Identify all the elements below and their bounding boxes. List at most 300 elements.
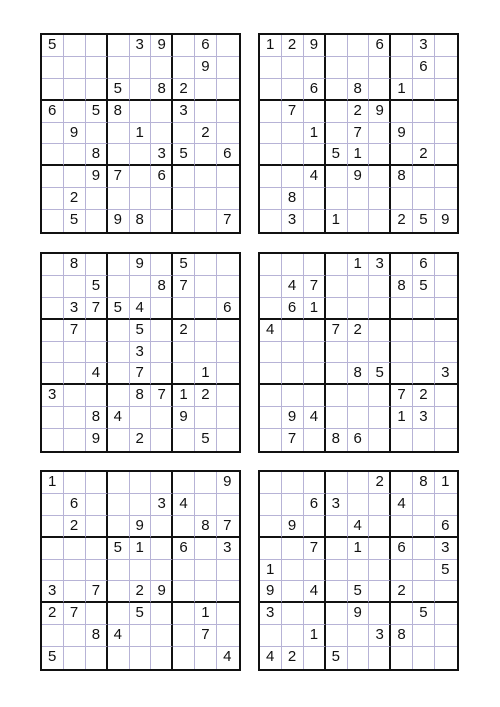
sudoku-cell[interactable]	[64, 276, 86, 298]
sudoku-cell[interactable]: 3	[151, 494, 173, 516]
sudoku-cell[interactable]: 2	[130, 429, 152, 451]
sudoku-cell[interactable]	[435, 188, 457, 210]
sudoku-cell[interactable]: 9	[348, 166, 370, 188]
sudoku-cell[interactable]	[435, 166, 457, 188]
sudoku-cell[interactable]	[86, 603, 108, 625]
sudoku-cell[interactable]	[86, 647, 108, 669]
sudoku-cell[interactable]	[413, 79, 435, 101]
sudoku-cell[interactable]: 6	[369, 35, 391, 57]
sudoku-cell[interactable]: 4	[348, 516, 370, 538]
sudoku-cell[interactable]	[195, 101, 217, 123]
sudoku-cell[interactable]	[130, 276, 152, 298]
sudoku-cell[interactable]	[348, 560, 370, 582]
sudoku-cell[interactable]	[391, 320, 413, 342]
sudoku-cell[interactable]: 4	[260, 320, 282, 342]
sudoku-cell[interactable]	[369, 407, 391, 429]
sudoku-cell[interactable]	[217, 254, 239, 276]
sudoku-cell[interactable]: 6	[282, 298, 304, 320]
sudoku-cell[interactable]	[326, 276, 348, 298]
sudoku-cell[interactable]: 6	[151, 166, 173, 188]
sudoku-cell[interactable]	[413, 647, 435, 669]
sudoku-cell[interactable]: 5	[130, 603, 152, 625]
sudoku-cell[interactable]: 8	[130, 385, 152, 407]
sudoku-cell[interactable]	[282, 385, 304, 407]
sudoku-cell[interactable]	[282, 581, 304, 603]
sudoku-cell[interactable]: 9	[108, 210, 130, 232]
sudoku-cell[interactable]	[64, 560, 86, 582]
sudoku-cell[interactable]	[108, 560, 130, 582]
sudoku-cell[interactable]: 5	[64, 210, 86, 232]
sudoku-cell[interactable]	[260, 166, 282, 188]
sudoku-cell[interactable]	[413, 560, 435, 582]
sudoku-cell[interactable]	[369, 276, 391, 298]
sudoku-cell[interactable]	[435, 254, 457, 276]
sudoku-cell[interactable]: 5	[42, 35, 64, 57]
sudoku-cell[interactable]: 7	[108, 166, 130, 188]
sudoku-cell[interactable]: 5	[413, 276, 435, 298]
sudoku-cell[interactable]	[391, 298, 413, 320]
sudoku-cell[interactable]: 3	[435, 363, 457, 385]
sudoku-cell[interactable]: 1	[195, 363, 217, 385]
sudoku-cell[interactable]	[217, 276, 239, 298]
sudoku-cell[interactable]	[391, 429, 413, 451]
sudoku-cell[interactable]	[64, 57, 86, 79]
sudoku-cell[interactable]	[217, 123, 239, 145]
sudoku-cell[interactable]	[108, 603, 130, 625]
sudoku-cell[interactable]: 9	[282, 407, 304, 429]
sudoku-cell[interactable]	[282, 625, 304, 647]
sudoku-cell[interactable]	[108, 472, 130, 494]
sudoku-cell[interactable]	[369, 210, 391, 232]
sudoku-cell[interactable]	[195, 647, 217, 669]
sudoku-cell[interactable]	[86, 385, 108, 407]
sudoku-cell[interactable]	[413, 298, 435, 320]
sudoku-cell[interactable]	[151, 560, 173, 582]
sudoku-cell[interactable]	[217, 101, 239, 123]
sudoku-cell[interactable]: 4	[260, 647, 282, 669]
sudoku-cell[interactable]: 6	[217, 298, 239, 320]
sudoku-cell[interactable]	[151, 210, 173, 232]
sudoku-cell[interactable]	[173, 342, 195, 364]
sudoku-cell[interactable]	[108, 494, 130, 516]
sudoku-cell[interactable]	[42, 538, 64, 560]
sudoku-cell[interactable]: 8	[391, 625, 413, 647]
sudoku-cell[interactable]	[42, 560, 64, 582]
sudoku-cell[interactable]: 3	[42, 385, 64, 407]
sudoku-cell[interactable]	[435, 276, 457, 298]
sudoku-cell[interactable]	[151, 101, 173, 123]
sudoku-cell[interactable]: 1	[391, 79, 413, 101]
sudoku-cell[interactable]	[348, 407, 370, 429]
sudoku-cell[interactable]	[282, 560, 304, 582]
sudoku-cell[interactable]	[435, 581, 457, 603]
sudoku-cell[interactable]	[260, 429, 282, 451]
sudoku-cell[interactable]: 2	[413, 385, 435, 407]
sudoku-cell[interactable]	[260, 494, 282, 516]
sudoku-cell[interactable]: 5	[108, 298, 130, 320]
sudoku-cell[interactable]: 4	[130, 298, 152, 320]
sudoku-cell[interactable]	[391, 647, 413, 669]
sudoku-cell[interactable]	[195, 472, 217, 494]
sudoku-cell[interactable]	[369, 79, 391, 101]
sudoku-cell[interactable]	[151, 123, 173, 145]
sudoku-cell[interactable]	[348, 276, 370, 298]
sudoku-cell[interactable]	[173, 298, 195, 320]
sudoku-cell[interactable]	[369, 516, 391, 538]
sudoku-cell[interactable]: 1	[348, 254, 370, 276]
sudoku-cell[interactable]: 8	[64, 254, 86, 276]
sudoku-cell[interactable]	[108, 320, 130, 342]
sudoku-cell[interactable]: 9	[64, 123, 86, 145]
sudoku-cell[interactable]	[130, 144, 152, 166]
sudoku-cell[interactable]: 2	[282, 647, 304, 669]
sudoku-cell[interactable]	[260, 210, 282, 232]
sudoku-cell[interactable]: 7	[223, 211, 232, 229]
sudoku-cell[interactable]	[326, 57, 348, 79]
sudoku-cell[interactable]: 9	[441, 211, 450, 229]
sudoku-cell[interactable]	[42, 57, 64, 79]
sudoku-cell[interactable]	[260, 363, 282, 385]
sudoku-cell[interactable]: 1	[195, 603, 217, 625]
sudoku-cell[interactable]: 3	[173, 101, 195, 123]
sudoku-cell[interactable]	[173, 603, 195, 625]
sudoku-cell[interactable]: 6	[42, 101, 64, 123]
sudoku-cell[interactable]	[326, 363, 348, 385]
sudoku-cell[interactable]	[173, 560, 195, 582]
sudoku-cell[interactable]	[86, 560, 108, 582]
sudoku-cell[interactable]	[42, 210, 64, 232]
sudoku-cell[interactable]	[86, 188, 108, 210]
sudoku-cell[interactable]	[435, 101, 457, 123]
sudoku-cell[interactable]: 5	[108, 538, 130, 560]
sudoku-cell[interactable]	[42, 320, 64, 342]
sudoku-cell[interactable]	[217, 581, 239, 603]
sudoku-cell[interactable]	[151, 603, 173, 625]
sudoku-cell[interactable]: 1	[348, 144, 370, 166]
sudoku-cell[interactable]	[195, 342, 217, 364]
sudoku-cell[interactable]	[260, 407, 282, 429]
sudoku-cell[interactable]	[173, 166, 195, 188]
sudoku-cell[interactable]	[326, 254, 348, 276]
sudoku-cell[interactable]	[151, 188, 173, 210]
sudoku-cell[interactable]: 6	[435, 516, 457, 538]
sudoku-cell[interactable]	[195, 494, 217, 516]
sudoku-cell[interactable]	[304, 429, 326, 451]
sudoku-cell[interactable]	[369, 166, 391, 188]
sudoku-cell[interactable]: 3	[369, 254, 391, 276]
sudoku-cell[interactable]: 7	[391, 385, 413, 407]
sudoku-cell[interactable]	[369, 342, 391, 364]
sudoku-cell[interactable]	[217, 560, 239, 582]
sudoku-cell[interactable]: 7	[130, 363, 152, 385]
sudoku-cell[interactable]	[195, 407, 217, 429]
sudoku-cell[interactable]	[108, 429, 130, 451]
sudoku-cell[interactable]	[435, 35, 457, 57]
sudoku-cell[interactable]	[260, 342, 282, 364]
sudoku-cell[interactable]: 9	[217, 472, 239, 494]
sudoku-cell[interactable]	[348, 298, 370, 320]
sudoku-cell[interactable]	[282, 494, 304, 516]
sudoku-cell[interactable]	[64, 166, 86, 188]
sudoku-cell[interactable]	[64, 385, 86, 407]
sudoku-cell[interactable]	[130, 647, 152, 669]
sudoku-cell[interactable]: 8	[391, 276, 413, 298]
sudoku-cell[interactable]	[151, 342, 173, 364]
sudoku-cell[interactable]	[42, 342, 64, 364]
sudoku-cell[interactable]	[348, 342, 370, 364]
sudoku-cell[interactable]: 2	[130, 581, 152, 603]
sudoku-cell[interactable]: 4	[108, 625, 130, 647]
sudoku-cell[interactable]	[435, 603, 457, 625]
sudoku-cell[interactable]	[64, 429, 86, 451]
sudoku-cell[interactable]: 8	[151, 276, 173, 298]
sudoku-cell[interactable]	[369, 320, 391, 342]
sudoku-cell[interactable]	[130, 560, 152, 582]
sudoku-cell[interactable]	[217, 363, 239, 385]
sudoku-cell[interactable]: 1	[304, 298, 326, 320]
sudoku-cell[interactable]	[435, 494, 457, 516]
sudoku-cell[interactable]: 5	[369, 363, 391, 385]
sudoku-cell[interactable]	[326, 188, 348, 210]
sudoku-cell[interactable]	[391, 57, 413, 79]
sudoku-cell[interactable]: 9	[151, 581, 173, 603]
sudoku-cell[interactable]	[326, 516, 348, 538]
sudoku-cell[interactable]	[369, 494, 391, 516]
sudoku-cell[interactable]: 7	[173, 276, 195, 298]
sudoku-cell[interactable]	[369, 144, 391, 166]
sudoku-cell[interactable]	[260, 516, 282, 538]
sudoku-cell[interactable]	[326, 123, 348, 145]
sudoku-cell[interactable]: 8	[391, 166, 413, 188]
sudoku-cell[interactable]	[260, 298, 282, 320]
sudoku-cell[interactable]	[348, 472, 370, 494]
sudoku-cell[interactable]	[64, 472, 86, 494]
sudoku-cell[interactable]	[413, 342, 435, 364]
sudoku-cell[interactable]: 4	[282, 276, 304, 298]
sudoku-cell[interactable]	[151, 57, 173, 79]
sudoku-cell[interactable]: 5	[86, 276, 108, 298]
sudoku-cell[interactable]	[173, 188, 195, 210]
sudoku-cell[interactable]	[108, 35, 130, 57]
sudoku-cell[interactable]	[151, 538, 173, 560]
sudoku-cell[interactable]	[151, 472, 173, 494]
sudoku-cell[interactable]	[260, 57, 282, 79]
sudoku-cell[interactable]: 9	[282, 516, 304, 538]
sudoku-cell[interactable]: 8	[326, 429, 348, 451]
sudoku-cell[interactable]	[195, 276, 217, 298]
sudoku-cell[interactable]	[435, 57, 457, 79]
sudoku-cell[interactable]	[173, 35, 195, 57]
sudoku-cell[interactable]	[64, 363, 86, 385]
sudoku-cell[interactable]	[413, 123, 435, 145]
sudoku-cell[interactable]: 3	[326, 494, 348, 516]
sudoku-cell[interactable]	[260, 625, 282, 647]
sudoku-cell[interactable]	[108, 188, 130, 210]
sudoku-cell[interactable]: 3	[413, 35, 435, 57]
sudoku-cell[interactable]: 2	[173, 320, 195, 342]
sudoku-cell[interactable]	[173, 472, 195, 494]
sudoku-cell[interactable]	[413, 625, 435, 647]
sudoku-cell[interactable]	[304, 254, 326, 276]
sudoku-cell[interactable]	[108, 57, 130, 79]
sudoku-cell[interactable]: 6	[195, 35, 217, 57]
sudoku-cell[interactable]: 8	[348, 79, 370, 101]
sudoku-cell[interactable]	[260, 144, 282, 166]
sudoku-cell[interactable]	[304, 144, 326, 166]
sudoku-cell[interactable]	[217, 320, 239, 342]
sudoku-cell[interactable]	[282, 603, 304, 625]
sudoku-cell[interactable]: 4	[173, 494, 195, 516]
sudoku-cell[interactable]: 5	[326, 144, 348, 166]
sudoku-cell[interactable]	[108, 385, 130, 407]
sudoku-cell[interactable]: 7	[304, 276, 326, 298]
sudoku-cell[interactable]	[304, 647, 326, 669]
sudoku-cell[interactable]: 1	[173, 385, 195, 407]
sudoku-cell[interactable]	[217, 166, 239, 188]
sudoku-cell[interactable]	[64, 79, 86, 101]
sudoku-cell[interactable]	[413, 516, 435, 538]
sudoku-cell[interactable]: 7	[151, 385, 173, 407]
sudoku-cell[interactable]: 9	[151, 35, 173, 57]
sudoku-cell[interactable]	[42, 516, 64, 538]
sudoku-cell[interactable]: 3	[130, 35, 152, 57]
sudoku-cell[interactable]	[435, 144, 457, 166]
sudoku-cell[interactable]	[413, 538, 435, 560]
sudoku-cell[interactable]	[195, 166, 217, 188]
sudoku-cell[interactable]	[304, 516, 326, 538]
sudoku-cell[interactable]: 1	[260, 35, 282, 57]
sudoku-cell[interactable]: 6	[304, 494, 326, 516]
sudoku-cell[interactable]: 2	[282, 35, 304, 57]
sudoku-cell[interactable]: 5	[173, 254, 195, 276]
sudoku-cell[interactable]: 6	[64, 494, 86, 516]
sudoku-cell[interactable]	[435, 123, 457, 145]
sudoku-cell[interactable]	[108, 123, 130, 145]
sudoku-cell[interactable]	[260, 472, 282, 494]
sudoku-cell[interactable]	[108, 254, 130, 276]
sudoku-cell[interactable]	[86, 79, 108, 101]
sudoku-cell[interactable]	[326, 538, 348, 560]
sudoku-cell[interactable]: 1	[130, 123, 152, 145]
sudoku-cell[interactable]	[435, 385, 457, 407]
sudoku-cell[interactable]: 4	[108, 407, 130, 429]
sudoku-cell[interactable]	[435, 320, 457, 342]
sudoku-cell[interactable]	[64, 647, 86, 669]
sudoku-cell[interactable]	[369, 123, 391, 145]
sudoku-cell[interactable]: 3	[130, 342, 152, 364]
sudoku-cell[interactable]	[195, 298, 217, 320]
sudoku-cell[interactable]: 3	[413, 407, 435, 429]
sudoku-cell[interactable]	[64, 35, 86, 57]
sudoku-cell[interactable]: 5	[108, 79, 130, 101]
sudoku-cell[interactable]: 7	[282, 429, 304, 451]
sudoku-cell[interactable]: 4	[304, 166, 326, 188]
sudoku-cell[interactable]	[326, 472, 348, 494]
sudoku-cell[interactable]	[195, 210, 217, 232]
sudoku-cell[interactable]	[217, 188, 239, 210]
sudoku-cell[interactable]: 3	[435, 538, 457, 560]
sudoku-cell[interactable]	[64, 144, 86, 166]
sudoku-cell[interactable]	[260, 101, 282, 123]
sudoku-cell[interactable]: 4	[391, 494, 413, 516]
sudoku-cell[interactable]	[130, 472, 152, 494]
sudoku-cell[interactable]	[108, 363, 130, 385]
sudoku-cell[interactable]: 2	[391, 581, 413, 603]
sudoku-cell[interactable]	[413, 166, 435, 188]
sudoku-cell[interactable]	[391, 254, 413, 276]
sudoku-cell[interactable]: 6	[348, 429, 370, 451]
sudoku-cell[interactable]	[86, 320, 108, 342]
sudoku-cell[interactable]	[86, 494, 108, 516]
sudoku-cell[interactable]	[86, 538, 108, 560]
sudoku-cell[interactable]: 7	[348, 123, 370, 145]
sudoku-cell[interactable]: 8	[195, 516, 217, 538]
sudoku-cell[interactable]	[413, 188, 435, 210]
sudoku-cell[interactable]	[369, 581, 391, 603]
sudoku-cell[interactable]: 5	[130, 320, 152, 342]
sudoku-cell[interactable]	[64, 625, 86, 647]
sudoku-cell[interactable]	[282, 123, 304, 145]
sudoku-cell[interactable]: 2	[195, 123, 217, 145]
sudoku-cell[interactable]	[108, 144, 130, 166]
sudoku-cell[interactable]: 2	[348, 101, 370, 123]
sudoku-cell[interactable]: 2	[195, 385, 217, 407]
sudoku-cell[interactable]: 3	[42, 581, 64, 603]
sudoku-cell[interactable]	[108, 342, 130, 364]
sudoku-cell[interactable]	[435, 342, 457, 364]
sudoku-cell[interactable]: 1	[348, 538, 370, 560]
sudoku-cell[interactable]	[42, 254, 64, 276]
sudoku-cell[interactable]	[108, 647, 130, 669]
sudoku-cell[interactable]: 2	[413, 144, 435, 166]
sudoku-cell[interactable]	[326, 35, 348, 57]
sudoku-cell[interactable]: 9	[86, 429, 108, 451]
sudoku-cell[interactable]	[369, 298, 391, 320]
sudoku-cell[interactable]	[282, 320, 304, 342]
sudoku-cell[interactable]	[413, 363, 435, 385]
sudoku-cell[interactable]	[260, 385, 282, 407]
sudoku-cell[interactable]: 4	[223, 648, 232, 666]
sudoku-cell[interactable]: 9	[369, 101, 391, 123]
sudoku-cell[interactable]: 9	[348, 603, 370, 625]
sudoku-cell[interactable]: 9	[304, 35, 326, 57]
sudoku-cell[interactable]	[151, 298, 173, 320]
sudoku-cell[interactable]: 6	[304, 79, 326, 101]
sudoku-cell[interactable]: 7	[282, 101, 304, 123]
sudoku-cell[interactable]	[391, 560, 413, 582]
sudoku-cell[interactable]	[326, 603, 348, 625]
sudoku-cell[interactable]	[195, 538, 217, 560]
sudoku-cell[interactable]	[282, 57, 304, 79]
sudoku-cell[interactable]: 9	[86, 166, 108, 188]
sudoku-cell[interactable]	[391, 516, 413, 538]
sudoku-cell[interactable]	[173, 210, 195, 232]
sudoku-cell[interactable]: 5	[435, 560, 457, 582]
sudoku-cell[interactable]	[86, 254, 108, 276]
sudoku-cell[interactable]	[64, 342, 86, 364]
sudoku-cell[interactable]: 6	[173, 538, 195, 560]
sudoku-cell[interactable]	[304, 101, 326, 123]
sudoku-cell[interactable]	[130, 79, 152, 101]
sudoku-cell[interactable]: 6	[217, 144, 239, 166]
sudoku-cell[interactable]	[304, 342, 326, 364]
sudoku-cell[interactable]	[369, 538, 391, 560]
sudoku-cell[interactable]	[369, 603, 391, 625]
sudoku-cell[interactable]	[42, 625, 64, 647]
sudoku-cell[interactable]	[413, 320, 435, 342]
sudoku-cell[interactable]	[391, 363, 413, 385]
sudoku-cell[interactable]: 7	[326, 320, 348, 342]
